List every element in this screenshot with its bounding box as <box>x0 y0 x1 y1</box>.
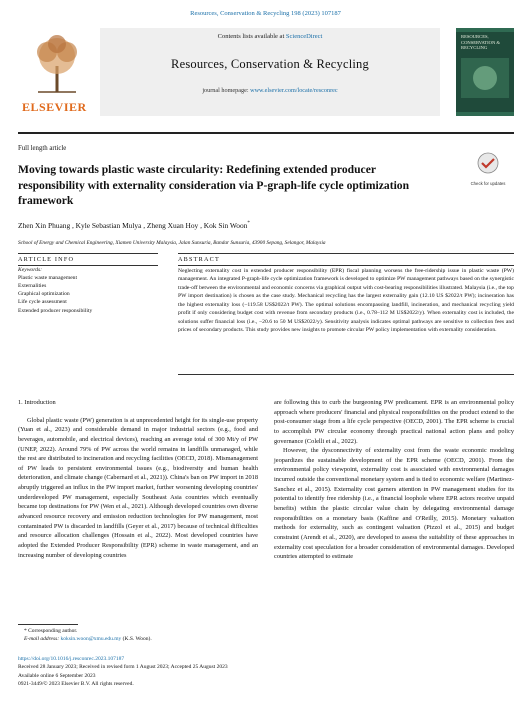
keyword-item: Graphical optimization <box>18 291 70 298</box>
copyright: 0921-3449/© 2023 Elsevier B.V. All rights reserved. <box>18 680 134 687</box>
abstract-heading: ABSTRACT <box>178 256 220 263</box>
homepage-line <box>100 87 440 94</box>
publisher-wordmark: ELSEVIER <box>22 100 87 114</box>
tree-icon <box>18 28 96 98</box>
contents-line <box>100 33 440 40</box>
author-names: Zhen Xin Phuang , Kyle Sebastian Mulya , Zheng Xuan Hoy , Kok Sin Woon <box>18 221 248 230</box>
cover-title: RESOURCES, CONSERVATION & RECYCLING <box>461 34 500 50</box>
corresponding-mark: * <box>247 221 250 226</box>
sciencedirect-link[interactable]: ScienceDirect <box>285 33 323 40</box>
body-left-column <box>18 398 258 560</box>
abstract-text: Neglecting externality cost in extended producer responsibility (EPR) fiscal planning worsens the free-ridership issue in plastic waste (PW) management. An integrated P-graph-life cycle optimization framework is developed to optimize PW management pathways based on the synergistic trade-off between the environmental and economic concerns via graphical output with cost-bearing responsibilities illustrated. Malaysia (i.e., the top PW import destination) is chosen as the case study. Mechanical recycling has the largest externality gain (12.10 US $2022/t PW); incineration has the highest externality loss (−119.58 US$2022/t PW). The optimal solutions encompassing landfill, incineration, and mechanical recycling yield profit if only considering budget cost with revenue from secondary products (i.e., 0.78–112 M US$2022/y). When externality cost is included, the solutions suffer financial loss (i.e., −20.6 to 50 M US$2022/y). Sensitivity analysis indicates optimal pathways are sensitive to collection fees and prices of secondary products. This study provides new insights to promote circular PW policy implementation with externality consideration. <box>178 268 514 334</box>
footnote-rule <box>18 624 78 625</box>
received-dates: Received 28 January 2023; Received in revised form 1 August 2023; Accepted 25 August 2023 <box>18 664 228 671</box>
body-paragraph: However, the dysconnectivity of externality cost from the waste economic modeling jeopardizes the sustainable development of the EPR scheme (OECD, 2001). From the environmental policy viewpoint, externality cost is associated with environmental damages incurred outside the conventional monetary system and is tied to economic welfare (Martinez-Sanchez et al., 2015). Externality cost garners attention in PW management studies for its potential to identify free ridership (i.e., a financial loophole where EPR actors receive unpaid benefits) within the plastic circular value chain by delegating environmental damage responsibilities on a monetary basis (Kaffine and O'Reilly, 2015). Monetary valuation methods for externality, such as contingent valuation (Pizzol et al., 2015) and budget constraint (Arendt et al., 2020), are developed to assess the suitability of these approaches in externality cost speculation for a broader consideration of environmental damages. Developed countries attempted to estimate <box>274 447 514 561</box>
keyword-item: Plastic waste management <box>18 275 78 282</box>
homepage-prefix: journal homepage: <box>202 87 251 94</box>
email-line <box>18 635 418 643</box>
abstract-underline <box>178 265 514 266</box>
cover-art-icon <box>456 28 514 116</box>
email-prefix: E-mail address: <box>24 636 61 643</box>
contents-prefix: Contents lists available at <box>217 33 286 40</box>
check-updates-icon <box>470 152 506 176</box>
article-info-heading: ARTICLE INFO <box>18 256 75 263</box>
abstract-rule <box>178 253 514 254</box>
section-heading-introduction: 1. Introduction <box>18 399 56 406</box>
abstract-bottom-rule <box>178 374 514 375</box>
keyword-item: Externalities <box>18 283 47 290</box>
masthead-divider <box>18 132 514 134</box>
article-type: Full length article <box>18 145 67 152</box>
homepage-link[interactable]: www.elsevier.com/locate/resconrec <box>250 87 338 94</box>
corresponding-note: * Corresponding author. <box>24 628 78 634</box>
journal-reference[interactable]: Resources, Conservation & Recycling 198 (2023) 107187 <box>190 10 341 17</box>
doi-link[interactable]: https://doi.org/10.1016/j.resconrec.2023.107187 <box>18 656 125 662</box>
keywords-label: Keywords: <box>18 267 43 273</box>
available-online: Available online 6 September 2023 <box>18 672 96 679</box>
footnote <box>18 627 418 644</box>
journal-masthead <box>18 28 514 128</box>
keyword-item: Life cycle assessment <box>18 299 67 306</box>
journal-banner <box>100 28 440 116</box>
elsevier-logo[interactable] <box>18 28 96 118</box>
article-history <box>18 655 508 688</box>
article-title: Moving towards plastic waste circularity: Redefining extended producer responsibility with externality consideration via P-graph-life cycle optimization framework <box>18 163 410 208</box>
body-paragraph: are following this to curb the burgeoning PW predicament. EPR is an environmental policy approach where producers' financial and physical responsibilities on the product extend to the post-consumer stage from a life cycle perspective (OECD, 2001). The EPR scheme is crucial to accomplish PW circular economy through practical national action plans and policy governance (Colelli et al., 2022). <box>274 399 514 445</box>
affiliation: School of Energy and Chemical Engineering, Xiamen University Malaysia, Jalan Sunsuria, Bandar Sunsuria, 43900 Sepang, Selangor, Malaysia <box>18 240 326 246</box>
email-suffix: (K.S. Woon). <box>121 636 152 643</box>
keywords-block <box>18 266 148 315</box>
author-list <box>18 221 250 230</box>
journal-title: Resources, Conservation & Recycling <box>171 57 369 71</box>
check-for-updates-badge[interactable] <box>470 152 506 186</box>
email-link[interactable]: koksin.woon@xmu.edu.my <box>60 636 122 643</box>
journal-cover-thumbnail[interactable] <box>456 28 514 116</box>
body-paragraph: Global plastic waste (PW) generation is at unprecedented height for its single-use property (Yuan et al., 2023) and considerable demand in major industrial sectors (e.g., food and beverages, automobile, and electrical devices), reaching an average total of 300 Mt/y of PW (UNEP, 2022). Around 79% of PW across the world remains in landfills unmanaged, while the rest are distributed to incineration and recycling facilities (OECD, 2018). Mismanagement of PW leads to persistent environmental issues (e.g., biodiversity and human health deterioration, and climate change (Cabernard et al., 2021)). China's ban on PW import in 2018 abruptly triggered an influx in the PW import market, further worsening developing countries' underdeveloped PW management, especially Southeast Asia countries which eventually became top destinations for PW (Wen et al., 2021). Although developed countries own diverse advanced resource recovery and emission reduction technologies for PW management, most contaminated PW is discarded in landfills (Geyer et al., 2017) because of technical difficulties and resource allocation challenges (Hossain et al., 2022). Most developed countries have adopted the Extended Producer Responsibility (EPR) scheme in waste management, and an increasing number of developing countries <box>18 416 258 559</box>
body-right-column <box>274 398 514 562</box>
keyword-item: Extended producer responsibility <box>18 307 93 314</box>
check-badge-label: Check for updates <box>470 181 506 186</box>
article-info-rule <box>18 253 158 254</box>
